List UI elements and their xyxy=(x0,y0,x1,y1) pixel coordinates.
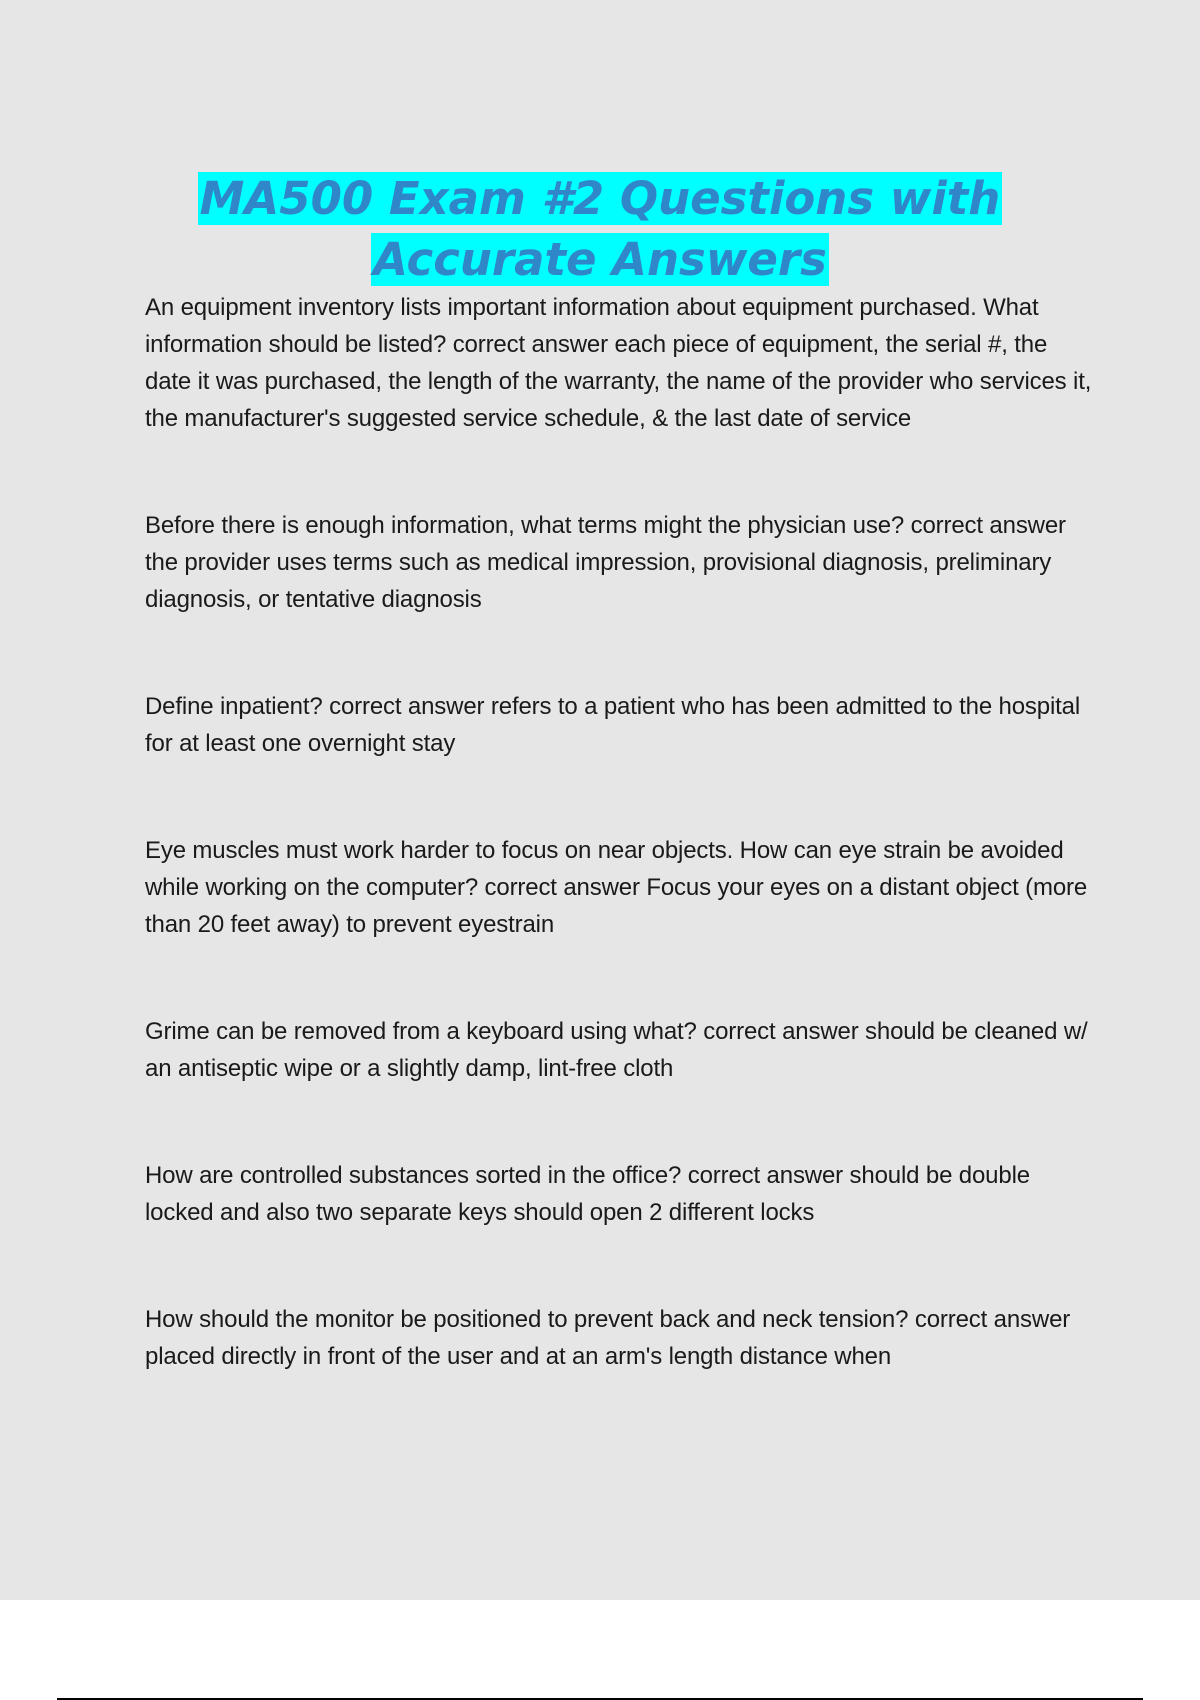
qa-entry-keyboard-grime: Grime can be removed from a keyboard using what? correct answer should be cleaned w/ an antiseptic wipe or a slightly damp, lint-free cloth xyxy=(145,1018,1088,1082)
qa-entry-controlled-substances: How are controlled substances sorted in the office? correct answer should be double locked and also two separate keys should open 2 different locks xyxy=(145,1162,1030,1226)
qa-entry-eye-strain: Eye muscles must work harder to focus on near objects. How can eye strain be avoided while working on the computer? correct answer Focus your eyes on a distant object (more than 20 feet away) to prevent eyestrain xyxy=(145,837,1088,938)
qa-entry-physician-terms: Before there is enough information, what terms might the physician use? correct answer the provider uses terms such as medical impression, provisional diagnosis, preliminary diagnosis, or tentative diagnosis xyxy=(145,512,1066,613)
document-title xyxy=(0,168,1200,290)
title-line-1: MA500 Exam #2 Questions with xyxy=(199,172,1001,225)
title-line-2: Accurate Answers xyxy=(373,233,827,286)
qa-entry-equipment-inventory: An equipment inventory lists important information about equipment purchased. What information should be listed? correct answer each piece of equipment, the serial #, the date it was purchased, the length of the warranty, the name of the provider who services it, the manufacturer's suggested service schedule, & the last date of service xyxy=(145,294,1092,432)
qa-list xyxy=(145,289,1095,1375)
qa-entry-monitor-position: How should the monitor be positioned to prevent back and neck tension? correct answer placed directly in front of the user and at an arm's length distance when xyxy=(145,1306,1071,1370)
qa-entry-inpatient: Define inpatient? correct answer refers to a patient who has been admitted to the hospital for at least one overnight stay xyxy=(145,693,1081,757)
